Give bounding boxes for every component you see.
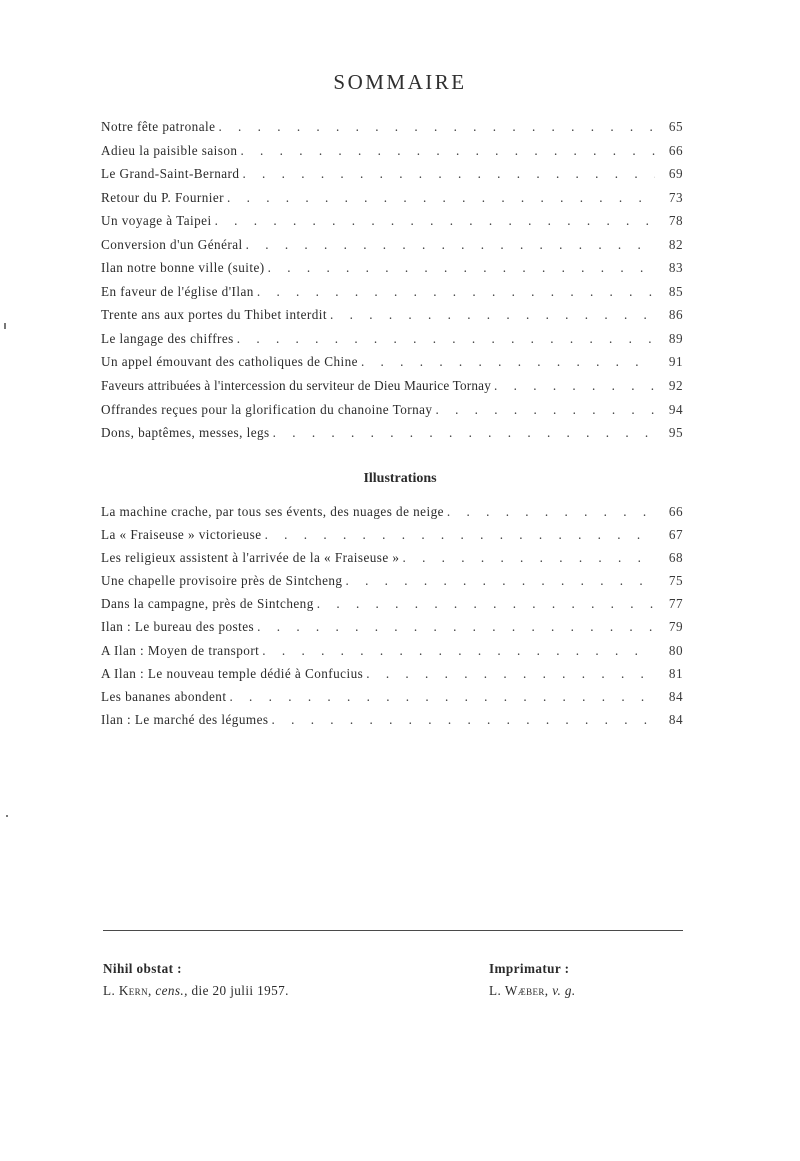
illustration-item-page: 68 (668, 550, 683, 566)
censor-initial: L. (103, 983, 116, 998)
dot-leader (262, 643, 655, 659)
contents-item (101, 354, 683, 378)
illustration-item (101, 643, 683, 666)
contents-item-title: Le Grand-Saint-Bernard (101, 166, 240, 182)
dot-leader (240, 143, 655, 159)
dot-leader (227, 190, 655, 206)
dot-leader (273, 425, 655, 441)
illustration-item (101, 596, 683, 619)
dot-leader (447, 504, 655, 520)
dot-leader (366, 666, 655, 682)
illustration-item-title: La « Fraiseuse » victorieuse (101, 527, 262, 543)
contents-item-page: 94 (668, 401, 683, 417)
illustration-item (101, 550, 683, 573)
contents-item-title: Un appel émouvant des catholiques de Chine (101, 354, 358, 370)
illustration-item-page: 66 (668, 504, 683, 519)
illustration-item (101, 527, 683, 550)
illustration-item (101, 504, 683, 527)
illustration-item-title: Ilan : Le bureau des postes (101, 619, 255, 635)
contents-item-page: 85 (668, 283, 683, 299)
illustration-item-page: 77 (668, 596, 683, 612)
dot-leader (229, 689, 655, 705)
illustration-item-title: Les religieux assistent à l'arrivée de la « Fraiseuse » (101, 550, 400, 566)
contents-item-title: En faveur de l'église d'Ilan (101, 283, 254, 299)
contents-item-page: 86 (668, 307, 683, 323)
contents-item-title: Conversion d'un Général (101, 236, 243, 252)
contents-item-page: 65 (668, 119, 683, 134)
contents-item-title: Un voyage à Taipei (101, 213, 212, 229)
censor-role: cens., (155, 983, 188, 998)
contents-item-page: 95 (668, 425, 683, 441)
dot-leader (268, 260, 655, 276)
contents-item-title: Faveurs attribuées à l'intercession du serviteur de Dieu Maurice Tornay (101, 378, 492, 394)
illustration-item-page: 79 (668, 619, 683, 635)
contents-item (101, 119, 683, 143)
dot-leader (435, 402, 655, 418)
nihil-obstat-block (103, 958, 289, 1002)
contents-item (101, 260, 683, 284)
contents-item (101, 143, 683, 167)
page-title: SOMMAIRE (333, 70, 467, 94)
contents-item (101, 402, 683, 426)
imprimatur-block (489, 958, 576, 1002)
contents-item (101, 190, 683, 214)
contents-item-page: 73 (668, 189, 683, 205)
imprimatur-label: Imprimatur : (489, 961, 570, 976)
contents-item-title: Dons, baptêmes, messes, legs (101, 425, 270, 441)
illustration-item-title: Les bananes abondent (101, 688, 227, 704)
illustration-item (101, 689, 683, 712)
illustration-item-page: 80 (668, 642, 683, 658)
contents-item-page: 92 (668, 378, 683, 394)
contents-item-page: 83 (668, 260, 683, 276)
dot-leader (242, 166, 655, 182)
illustrations-list (101, 504, 683, 735)
illustration-item (101, 666, 683, 689)
illustration-item-title: A Ilan : Le nouveau temple dédié à Confucius (101, 665, 364, 681)
contents-item-page: 66 (668, 142, 683, 158)
dot-leader (215, 213, 655, 229)
horizontal-rule (103, 930, 683, 931)
illustration-item-page: 67 (668, 527, 683, 543)
contents-item-title: Notre fête patronale (101, 119, 216, 134)
dot-leader (237, 331, 655, 347)
contents-item-title: Ilan notre bonne ville (suite) (101, 260, 265, 276)
vicar-initial: L. (489, 983, 502, 998)
censor-name: Kern, (118, 983, 152, 998)
dot-leader (257, 284, 655, 300)
dot-leader (330, 307, 655, 323)
vicar-name: Wæber, (504, 983, 549, 998)
illustration-item (101, 619, 683, 642)
dot-leader (246, 237, 655, 253)
contents-item (101, 378, 683, 402)
illustration-item-page: 81 (668, 665, 683, 681)
illustration-item (101, 712, 683, 735)
contents-item-title: Le langage des chiffres (101, 330, 234, 346)
vicar-line (489, 983, 576, 998)
dot-leader (317, 596, 655, 612)
vicar-role: v. g. (552, 983, 576, 998)
contents-item-title: Adieu la paisible saison (101, 142, 238, 158)
dot-leader (272, 712, 656, 728)
censor-line (103, 983, 289, 998)
illustration-item (101, 573, 683, 596)
dot-leader (218, 119, 655, 135)
contents-item-title: Retour du P. Fournier (101, 189, 225, 205)
illustration-item-title: La machine crache, par tous ses évents, des nuages de neige (101, 504, 444, 519)
contents-item (101, 213, 683, 237)
illustration-item-title: A Ilan : Moyen de transport (101, 642, 260, 658)
illustration-item-page: 84 (668, 711, 683, 727)
illustration-item-page: 75 (668, 573, 683, 589)
margin-speck (6, 815, 8, 817)
nihil-obstat-label: Nihil obstat : (103, 961, 182, 976)
contents-item-page: 89 (668, 330, 683, 346)
dot-leader (402, 550, 655, 566)
contents-list (101, 119, 683, 449)
illustration-item-title: Ilan : Le marché des légumes (101, 711, 269, 727)
contents-item (101, 166, 683, 190)
contents-item-page: 82 (668, 236, 683, 252)
illustration-item-title: Dans la campagne, près de Sintcheng (101, 596, 314, 612)
dot-leader (361, 354, 655, 370)
contents-item-page: 91 (668, 354, 683, 370)
contents-item-page: 78 (668, 213, 683, 229)
contents-item (101, 425, 683, 449)
dot-leader (265, 527, 655, 543)
dot-leader (494, 378, 655, 394)
dot-leader (345, 573, 655, 589)
contents-item-title: Trente ans aux portes du Thibet interdit (101, 307, 328, 323)
dot-leader (257, 619, 655, 635)
illustration-item-title: Une chapelle provisoire près de Sintcheng (101, 573, 343, 589)
contents-item-title: Offrandes reçues pour la glorification du chanoine Tornay (101, 401, 433, 417)
illustration-item-page: 84 (668, 688, 683, 704)
censor-date: die 20 julii 1957. (191, 983, 289, 998)
illustrations-heading: Illustrations (363, 471, 437, 486)
contents-item (101, 284, 683, 308)
contents-item (101, 237, 683, 261)
contents-item (101, 307, 683, 331)
contents-item (101, 331, 683, 355)
contents-item-page: 69 (668, 166, 683, 182)
margin-speck (4, 323, 6, 329)
